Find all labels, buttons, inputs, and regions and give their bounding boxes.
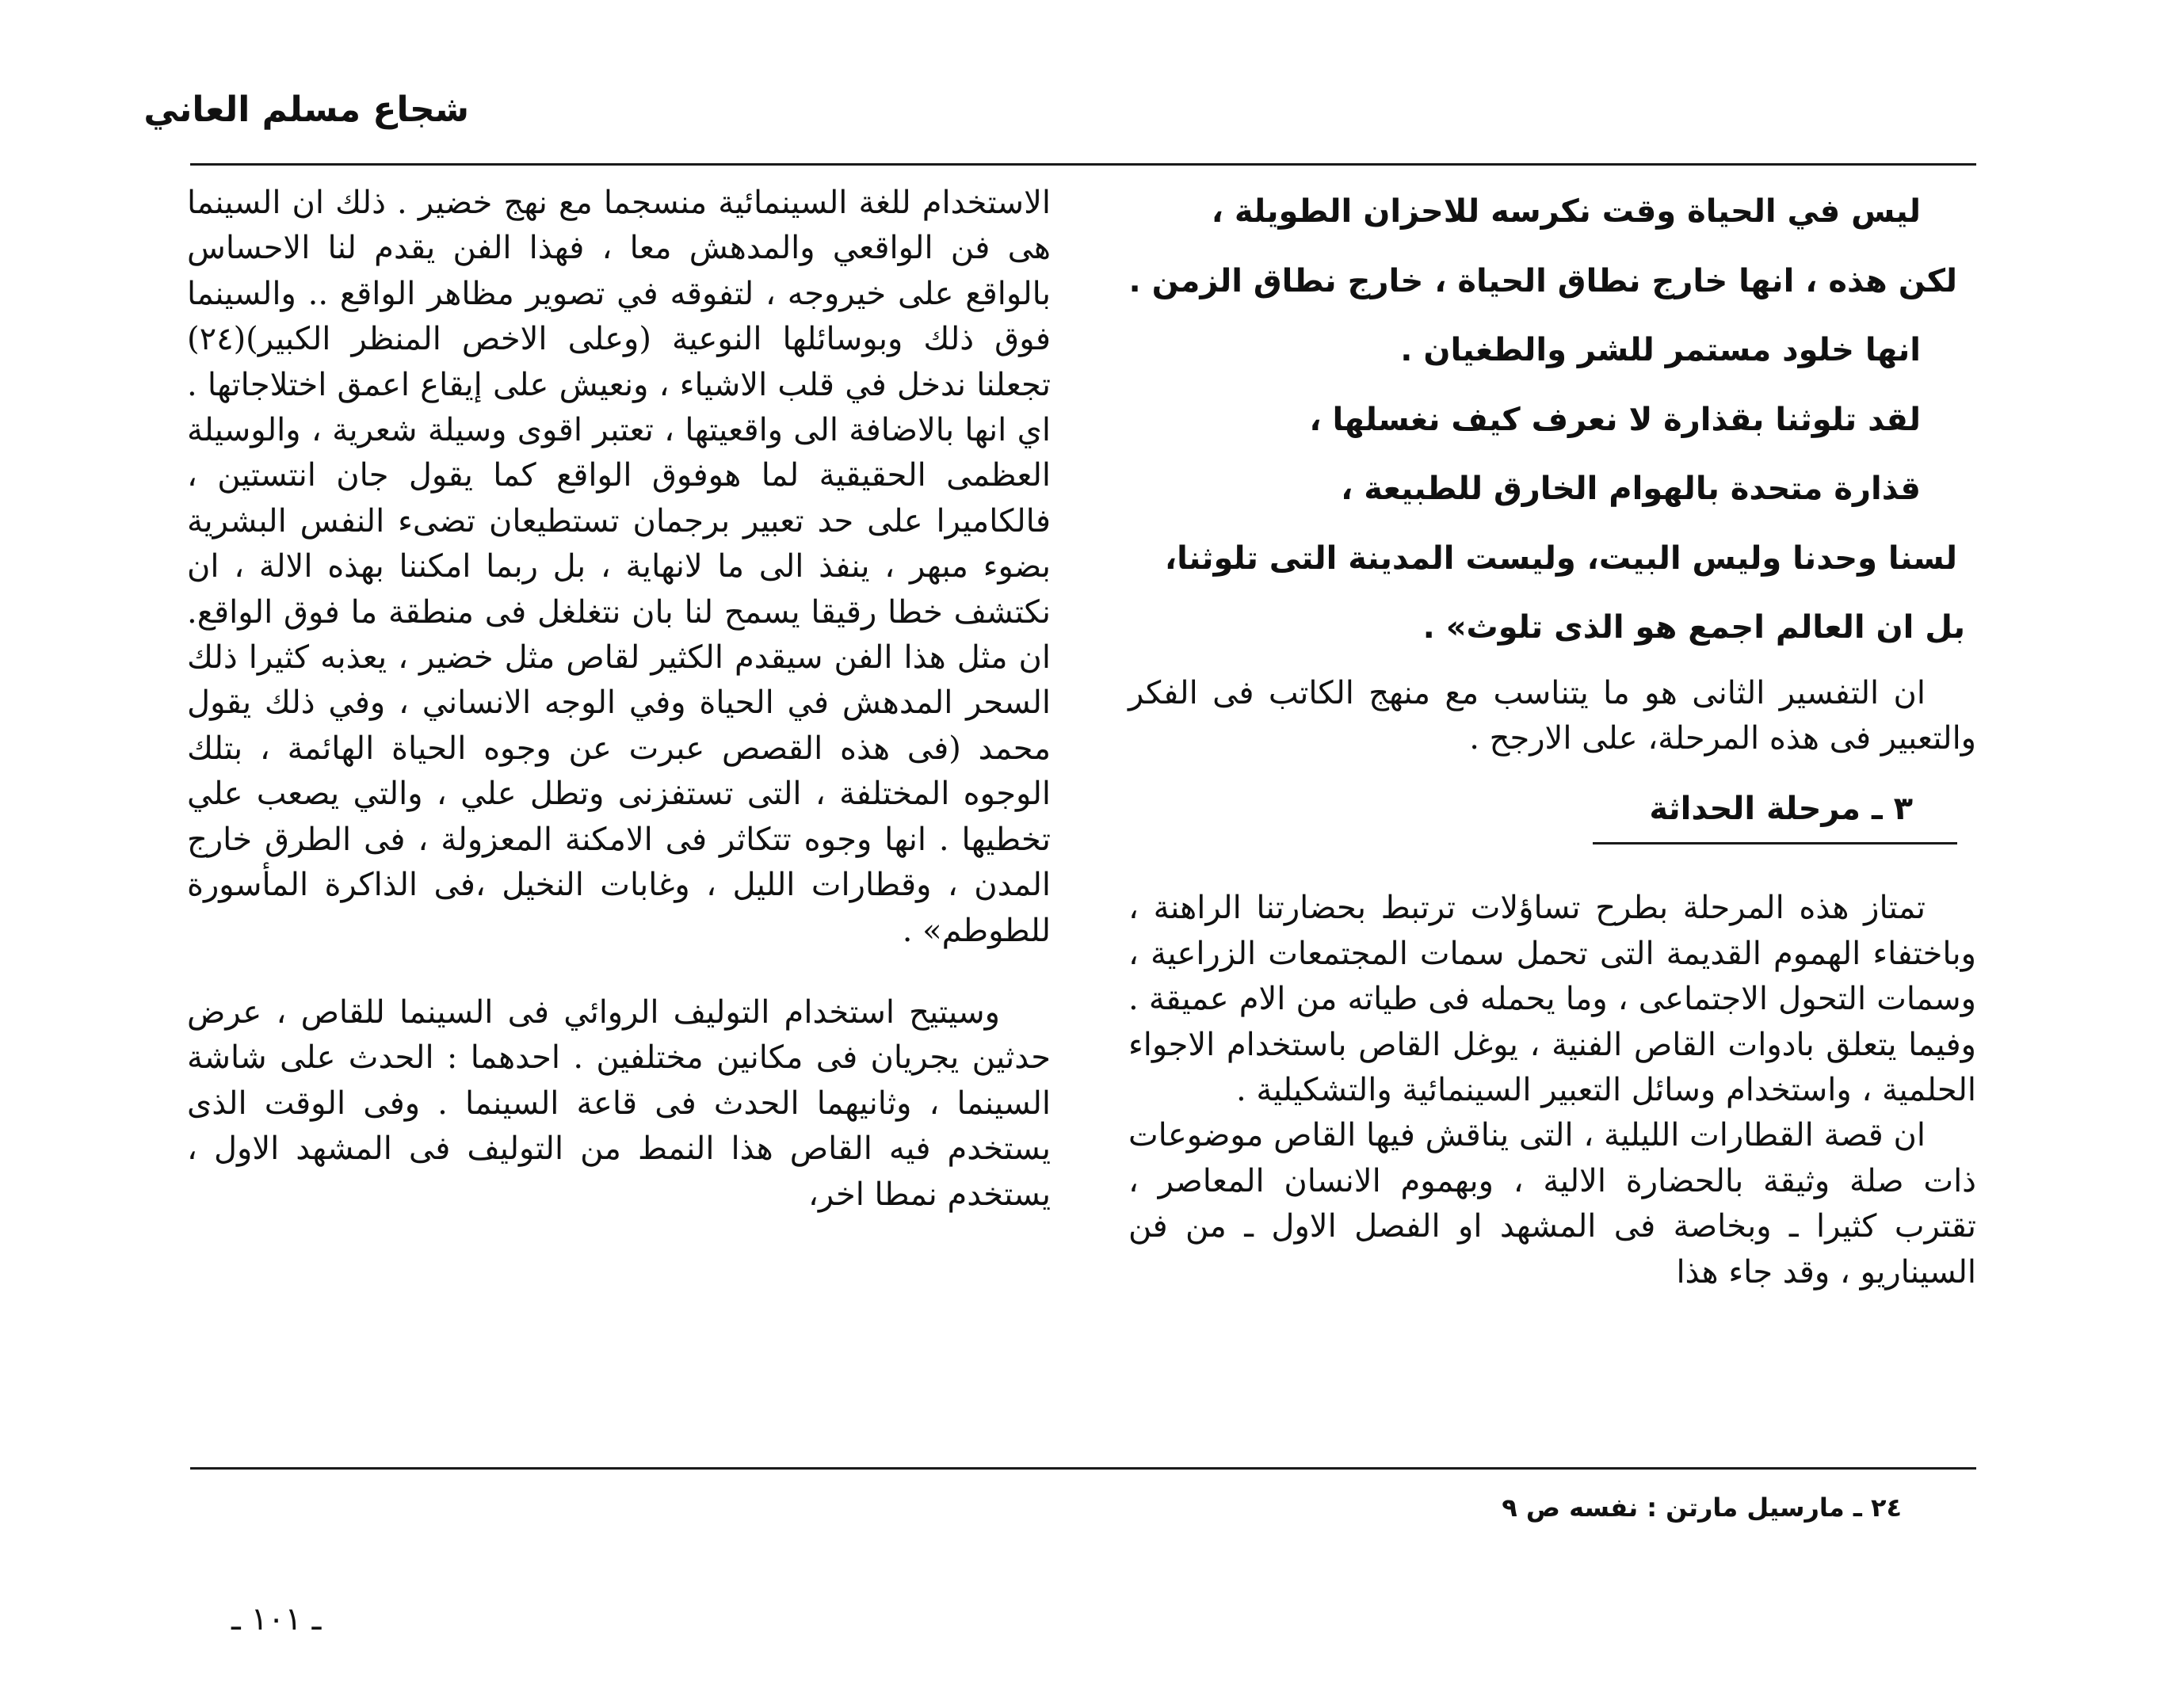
poem-line: لكن هذه ، انها خارج نطاق الحياة ، خارج نطاق الزمن . (1128, 262, 1957, 299)
poem-line: ليس في الحياة وقت نكرسه للاحزان الطويلة ، (1211, 193, 1921, 230)
running-header-author: شجاع مسلم العاني (143, 90, 469, 130)
poem-line: لسنا وحدنا وليس البيت، وليست المدينة التى تلوثنا، (1164, 539, 1957, 577)
poem-line: بل ان العالم اجمع هو الذى تلوث» . (1422, 609, 1965, 646)
footnote: ٢٤ ـ مارسيل مارتن : نفسه ص ٩ (1502, 1493, 1902, 1523)
right-column-paragraph-1: ان التفسير الثانى هو ما يتناسب مع منهج الكاتب فى الفكر والتعبير فى هذه المرحلة، على الارجح . (1128, 674, 1976, 757)
page-number: ـ ١٠١ ـ (231, 1601, 322, 1637)
footnote-rule (190, 1467, 1976, 1470)
poem-quote (1128, 177, 1976, 663)
left-column-paragraph-1: الاستخدام للغة السينمائية منسجما مع نهج خضير . ذلك ان السينما هى فن الواقعي والمدهش معا ، فهذا الفن يقدم لنا الاحساس بالواقع على خيروجه ، لتفوقه في تصوير مظاهر الواقع .. والسينما فوق ذلك وبوسائلها النوعية (وعلى الاخص المنظر الكبير)(٢٤) تجعلنا ندخل في قلب الاشياء ، ونعيش على إيقاع اعمق اختلاجاتها . اي انها بالاضافة الى واقعيتها ، تعتبر اقوى وسيلة شعرية ، والوسيلة العظمى الحقيقية لما هوفوق الواقع كما يقول جان انتستين ، فالكاميرا على حد تعبير برجمان تستطيعان تضىء النفس البشرية بضوء مبهر ، ينفذ الى ما لانهاية ، بل ربما امكننا بهذه الالة ، ان نكتشف خطا رقيقا يسمح لنا بان نتغلغل فى منطقة ما فوق الواقع. ان مثل هذا الفن سيقدم الكثير لقاص مثل خضير ، يعذبه كثيرا ذلك السحر المدهش في الحياة وفي الوجه الانساني ، وفي ذلك يقول محمد (فى هذه القصص عبرت عن وجوه الحياة الهائمة ، بتلك الوجوه المختلفة ، التى تستفزنى وتطل علي ، والتي يصعب علي تخطيها . انها وجوه تتكاثر فى الامكنة المعزولة ، فى الطرق خارج المدن ، وقطارات الليل ، وغابات النخيل ،فى الذاكرة المأسورة للطوطم» . (187, 185, 1051, 949)
section-heading-rule (1593, 842, 1957, 844)
poem-line: قذارة متحدة بالهوام الخارق للطبيعة ، (1341, 471, 1921, 507)
section-heading: ٣ ـ مرحلة الحداثة (1649, 791, 1913, 828)
left-column (187, 181, 1051, 1218)
right-column-paragraph-2: تمتاز هذه المرحلة بطرح تساؤلات ترتبط بحضارتنا الراهنة ، وباختفاء الهموم القديمة التى تحمل سمات المجتمعات الزراعية ، وسمات التحول الاجتماعى ، وما يحمله فى طياته من الام عميقة . وفيما يتعلق بادوات القاص الفنية ، يوغل القاص باستخدام الاجواء الحلمية ، واستخدام وسائل التعبير السينمائية والتشكيلية . (1128, 890, 1976, 1108)
poem-line: لقد تلوثنا بقذارة لا نعرف كيف نغسلها ، (1309, 401, 1921, 438)
right-column (1128, 177, 1976, 1295)
right-column-paragraph-3: ان قصة القطارات الليلية ، التى يناقش فيها القاص موضوعات ذات صلة وثيقة بالحضارة الالية ، وبهموم الانسان المعاصر ، تقترب كثيرا ـ وبخاصة فى المشهد او الفصل الاول ـ من فن السيناريو ، وقد جاء هذا (1128, 1117, 1976, 1291)
left-column-paragraph-2: وسيتيح استخدام التوليف الروائي فى السينما للقاص ، عرض حدثين يجريان فى مكانين مختلفين . احدهما : الحدث على شاشة السينما ، وثانيهما الحدث فى قاعة السينما . وفى الوقت الذى يستخدم فيه القاص هذا النمط من التوليف فى المشهد الاول ، يستخدم نمطا اخر، (187, 993, 1051, 1213)
poem-line: انها خلود مستمر للشر والطغيان . (1400, 332, 1921, 368)
header-rule (190, 163, 1976, 166)
